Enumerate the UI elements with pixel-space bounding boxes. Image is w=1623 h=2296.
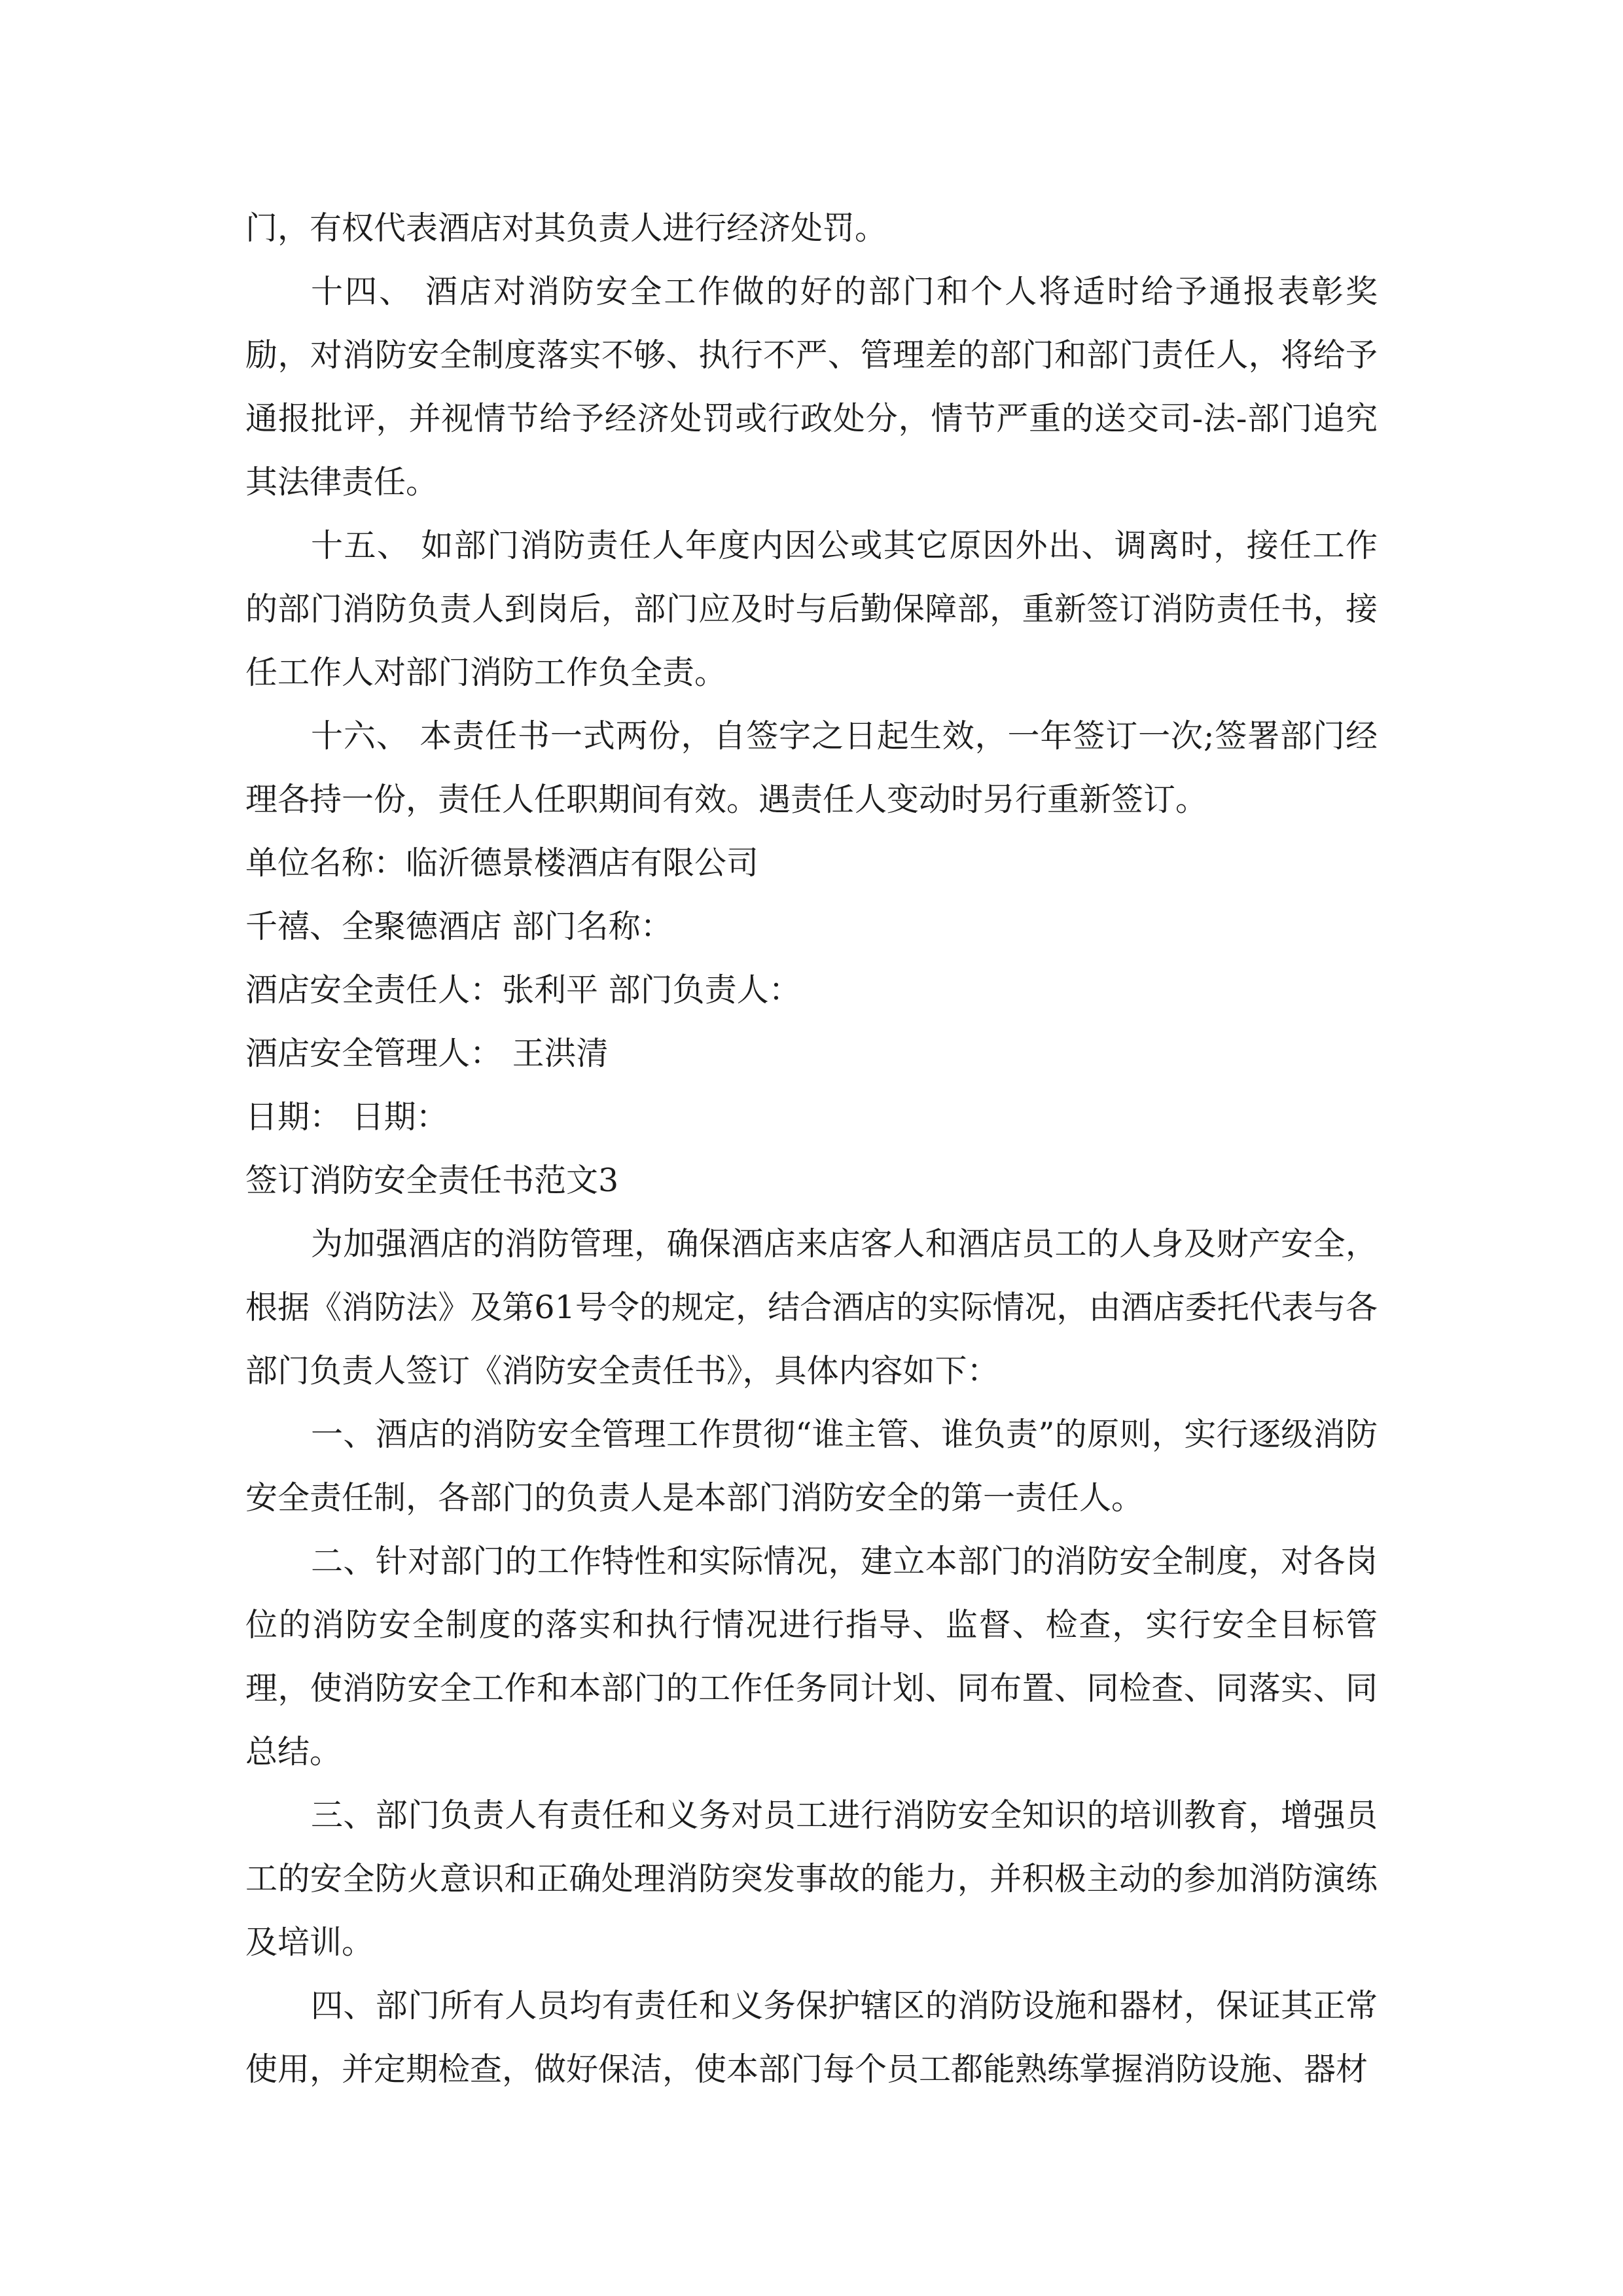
- paragraph-continuation: 门，有权代表酒店对其负责人进行经济处罚。: [245, 209, 887, 247]
- section-title: 签订消防安全责任书范文3: [245, 1162, 619, 1199]
- paragraph-item-1: 一、酒店的消防安全管理工作贯彻“谁主管、谁负责”的原则，实行逐级消防安全责任制，各部门的负责人是本部门消防安全的第一责任人。: [245, 1416, 1378, 1516]
- department-name-line: 千禧、全聚德酒店 部门名称：: [245, 908, 673, 945]
- paragraph-intro: 为加强酒店的消防管理，确保酒店来店客人和酒店员工的人身及财产安全，根据《消防法》及第61号令的规定，结合酒店的实际情况，由酒店委托代表与各部门负责人签订《消防安全责任书》，具体内容如下：: [245, 1225, 1378, 1390]
- unit-name-line: 单位名称：临沂德景楼酒店有限公司: [245, 844, 759, 882]
- paragraph-item-4: 四、部门所有人员均有责任和义务保护辖区的消防设施和器材，保证其正常使用，并定期检查，做好保洁，使本部门每个员工都能熟练掌握消防设施、器材: [245, 1987, 1378, 2088]
- paragraph-article-15: 十五、 如部门消防责任人年度内因公或其它原因外出、调离时，接任工作的部门消防负责人到岗后，部门应及时与后勤保障部，重新签订消防责任书，接任工作人对部门消防工作负全责。: [245, 527, 1378, 691]
- paragraph-item-3: 三、部门负责人有责任和义务对员工进行消防安全知识的培训教育，增强员工的安全防火意识和正确处理消防突发事故的能力，并积极主动的参加消防演练及培训。: [245, 1797, 1378, 1961]
- safety-manager-line: 酒店安全管理人： 王洪清: [245, 1035, 609, 1072]
- safety-owner-line: 酒店安全责任人：张利平 部门负责人：: [245, 971, 801, 1009]
- date-line: 日期： 日期：: [245, 1098, 448, 1136]
- paragraph-article-14: 十四、 酒店对消防安全工作做的好的部门和个人将适时给予通报表彰奖励，对消防安全制度落实不够、执行不严、管理差的部门和部门责任人，将给予通报批评，并视情节给予经济处罚或行政处分，情节严重的送交司-法-部门追究其法律责任。: [245, 273, 1378, 501]
- paragraph-item-2: 二、针对部门的工作特性和实际情况，建立本部门的消防安全制度，对各岗位的消防安全制度的落实和执行情况进行指导、监督、检查，实行安全目标管理，使消防安全工作和本部门的工作任务同计划、同布置、同检查、同落实、同总结。: [245, 1543, 1378, 1770]
- paragraph-article-16: 十六、 本责任书一式两份，自签字之日起生效，一年签订一次;签署部门经理各持一份，责任人任职期间有效。遇责任人变动时另行重新签订。: [245, 717, 1378, 818]
- document-page: [245, 196, 1378, 2101]
